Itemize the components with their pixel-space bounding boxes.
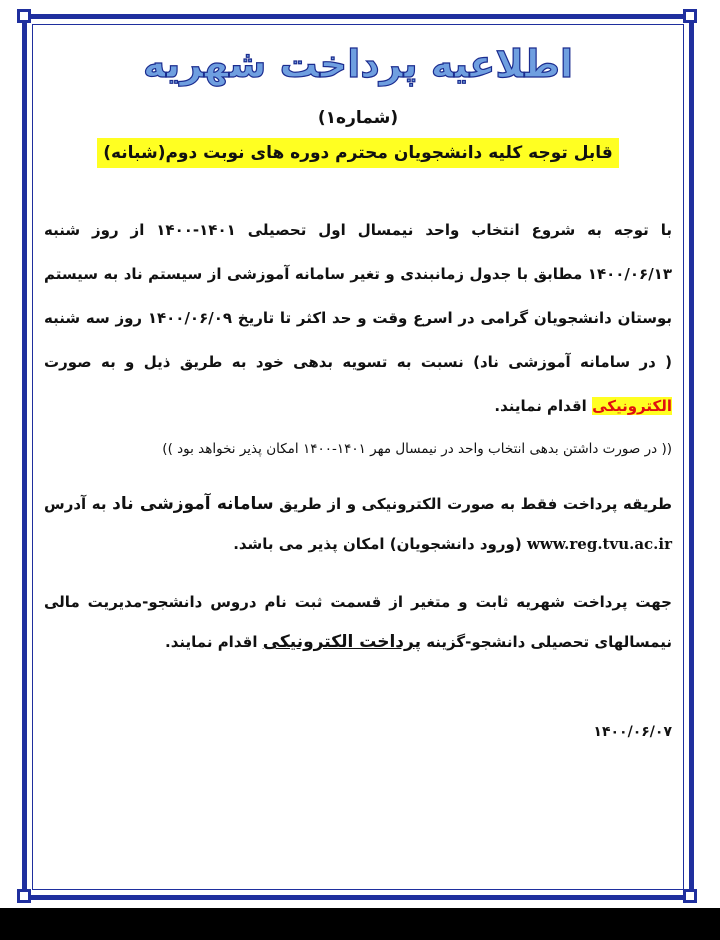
paragraph-payment-path xyxy=(44,582,672,662)
paragraph-payment-method xyxy=(44,484,672,564)
payment-method-text: طریقه پرداخت فقط به صورت الکترونیکی و از طریق xyxy=(279,495,672,513)
paragraph-deadline xyxy=(44,208,672,428)
corner-ornament xyxy=(683,9,697,23)
electronic-highlight: الکترونیکی xyxy=(592,397,672,415)
nad-system-name: سامانه آموزشی ناد xyxy=(112,494,274,514)
corner-ornament xyxy=(17,889,31,903)
corner-ornament xyxy=(17,9,31,23)
paragraph-deadline-text: با توجه به شروع انتخاب واحد نیمسال اول تحصیلی ۱۴۰۱-۱۴۰۰ از روز شنبه ۱۴۰۰/۰۶/۱۳ مطابق با جدول زمانبندی و تغیر سامانه آموزشی از سیستم ناد به سیستم بوستان دانشجویان گرامی در اسرع وقت و حد اکثر تا تاریخ ۱۴۰۰/۰۶/۰۹ روز سه شنبه ( در سامانه آموزشی ناد) نسبت به تسویه بدهی خود به طریق ذیل و به صورت xyxy=(44,221,672,371)
subtitle-wrapper xyxy=(44,138,672,168)
notice-number: (شماره۱) xyxy=(317,108,399,128)
corner-ornament xyxy=(683,889,697,903)
payment-method-end: (ورود دانشجویان) امکان پذیر می باشد. xyxy=(233,535,522,553)
paragraph-deadline-end: اقدام نمایند. xyxy=(494,397,587,415)
notice-date: ۱۴۰۰/۰۶/۰۷ xyxy=(593,724,672,740)
payment-method-address-label: به آدرس xyxy=(44,495,107,513)
electronic-payment-option: پرداخت الکترونیکی xyxy=(262,632,421,652)
bottom-black-bar xyxy=(0,908,720,940)
paragraph-debt-warning: (( در صورت داشتن بدهی انتخاب واحد در نیمسال مهر ۱۴۰۱-۱۴۰۰ امکان پذیر نخواهد بود )) xyxy=(162,441,672,457)
notice-subtitle: قابل توجه کلیه دانشجویان محترم دوره های نوبت دوم(شبانه) xyxy=(97,138,619,168)
notice-title: اطلاعیه پرداخت شهریه xyxy=(142,42,574,86)
payment-path-text: جهت پرداخت شهریه ثابت و متغیر از قسمت ثبت نام دروس دانشجو-مدیریت مالی نیمسالهای تحصیلی دانشجو-گزینه xyxy=(44,593,672,651)
registration-url: www.reg.tvu.ac.ir xyxy=(526,535,672,553)
payment-path-end: اقدام نمایند. xyxy=(165,633,258,651)
notice-content xyxy=(44,36,672,740)
